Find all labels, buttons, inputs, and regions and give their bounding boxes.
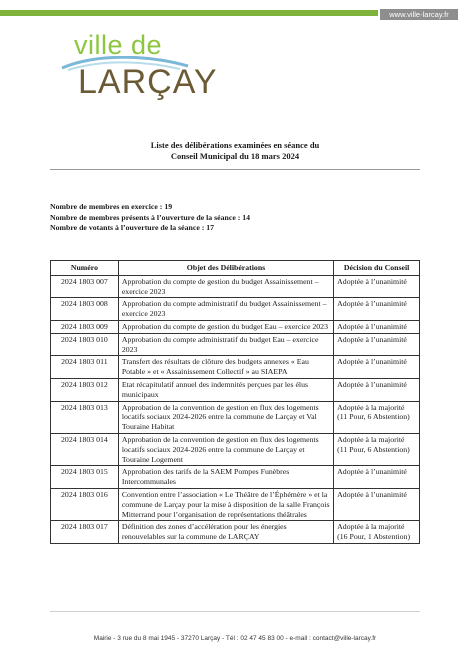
header-green-bar — [0, 10, 378, 16]
row-number: 2024 1803 011 — [51, 356, 119, 379]
row-number: 2024 1803 015 — [51, 466, 119, 489]
footer-address: Mairie - 3 rue du 8 mai 1945 - 37270 Larçay - Tél : 02 47 45 83 00 - e-mail : contact@ville-larcay.fr — [93, 635, 377, 642]
row-number: 2024 1803 012 — [51, 378, 119, 401]
row-object: Approbation du compte administratif du budget Eau – exercice 2023 — [118, 333, 333, 356]
row-decision: Adoptée à l’unanimité — [334, 320, 420, 333]
row-object: Etat récapitulatif annuel des indemnités perçues par les élus municipaux — [118, 378, 333, 401]
logo-line1: ville de — [74, 30, 163, 60]
footer-divider — [50, 611, 420, 612]
title-divider — [50, 169, 420, 170]
table-row — [51, 298, 420, 321]
table-row — [51, 356, 420, 379]
row-decision: Adoptée à l’unanimité — [334, 275, 420, 298]
voters-count: Nombre de votants à l’ouverture de la séance : 17 — [50, 223, 215, 232]
row-number: 2024 1803 017 — [51, 521, 119, 544]
row-object: Approbation de la convention de gestion en flux des logements locatifs sociaux 2024-2026 entre la commune de Larçay et Val Touraine Habitat — [118, 401, 333, 433]
row-number: 2024 1803 013 — [51, 401, 119, 433]
row-object: Transfert des résultats de clôture des budgets annexes « Eau Potable » et « Assainissement Collectif » au SIAEPA — [118, 356, 333, 379]
logo-line2: LARÇAY — [78, 63, 218, 101]
table-row — [51, 466, 420, 489]
title-line2: Conseil Municipal du 18 mars 2024 — [170, 151, 300, 161]
table-row — [51, 521, 420, 544]
row-decision: Adoptée à l’unanimité — [334, 378, 420, 401]
row-decision: Adoptée à l’unanimité — [334, 488, 420, 520]
table-header-row — [51, 261, 420, 276]
table-row — [51, 488, 420, 520]
title-line1: Liste des délibérations examinées en séance du — [150, 140, 320, 150]
row-object: Convention entre l’association « Le Théâtre de l’Éphémère » et la commune de Larçay pour la mise à disposition de la salle François Mitterrand pour l’organisation de représentations théâtrales — [118, 488, 333, 520]
row-decision: Adoptée à la majorité (11 Pour, 6 Abstention) — [334, 401, 420, 433]
document-title — [50, 140, 420, 162]
row-decision: Adoptée à l’unanimité — [334, 356, 420, 379]
row-number: 2024 1803 008 — [51, 298, 119, 321]
row-object: Approbation du compte de gestion du budget Assainissement – exercice 2023 — [118, 275, 333, 298]
attendance-stats — [50, 202, 250, 234]
row-decision: Adoptée à la majorité (16 Pour, 1 Abstention) — [334, 521, 420, 544]
deliberations-table — [50, 260, 420, 544]
table-row — [51, 275, 420, 298]
table-row — [51, 320, 420, 333]
row-object: Approbation de la convention de gestion en flux des logements locatifs sociaux 2024-2026 entre la commune de Larçay et Touraine Logement — [118, 433, 333, 465]
col-header-number: Numéro — [51, 261, 119, 276]
table-row — [51, 378, 420, 401]
row-number: 2024 1803 010 — [51, 333, 119, 356]
row-decision: Adoptée à l’unanimité — [334, 298, 420, 321]
col-header-decision: Décision du Conseil — [334, 261, 420, 276]
row-number: 2024 1803 014 — [51, 433, 119, 465]
col-header-object: Objet des Délibérations — [118, 261, 333, 276]
row-number: 2024 1803 009 — [51, 320, 119, 333]
table-row — [51, 433, 420, 465]
present-count: Nombre de membres présents à l’ouverture de la séance : 14 — [50, 212, 251, 222]
town-logo — [60, 30, 218, 110]
row-object: Approbation des tarifs de la SAEM Pompes Funèbres Intercommunales — [118, 466, 333, 489]
website-banner[interactable]: www.ville-larcay.fr — [380, 9, 458, 20]
table-row — [51, 333, 420, 356]
row-number: 2024 1803 016 — [51, 488, 119, 520]
row-object: Définition des zones d’accélération pour les énergies renouvelables sur la commune de LARÇAY — [118, 521, 333, 544]
table-row — [51, 401, 420, 433]
row-object: Approbation du compte de gestion du budget Eau – exercice 2023 — [118, 320, 333, 333]
row-decision: Adoptée à la majorité (11 Pour, 6 Abstention) — [334, 433, 420, 465]
row-decision: Adoptée à l’unanimité — [334, 333, 420, 356]
row-object: Approbation du compte administratif du budget Assainissement – exercice 2023 — [118, 298, 333, 321]
row-number: 2024 1803 007 — [51, 275, 119, 298]
members-count: Nombre de membres en exercice : 19 — [50, 202, 173, 211]
row-decision: Adoptée à l’unanimité — [334, 466, 420, 489]
